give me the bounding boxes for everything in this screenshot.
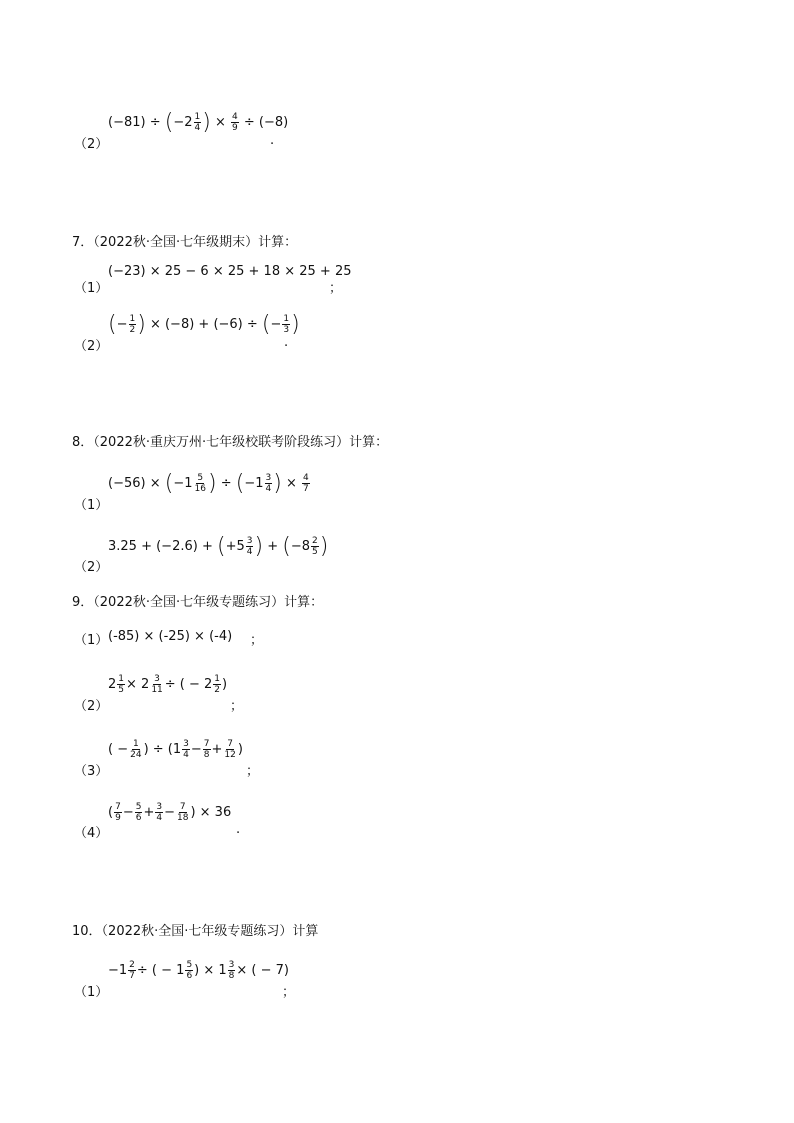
q10-title: 10．（2022秋·全国·七年级专题练习）计算 bbox=[72, 924, 319, 939]
q10-p1-label: （1） bbox=[74, 985, 109, 1000]
q9-p2-label: （2） bbox=[74, 699, 109, 714]
q7-p2-end: . bbox=[284, 335, 289, 350]
q9-p3-end: ； bbox=[246, 764, 260, 779]
q9-p1-expression: (-85) × (-25) × (-4) bbox=[108, 629, 233, 644]
q9-p1-label: （1） bbox=[74, 633, 109, 648]
q8-p1-expression: (−56) × ( −1 $\frac{5}{16}$ ) ÷ ( −1 $\frac{3}{4}$ ) × $\frac{4}{7}$ bbox=[108, 470, 309, 496]
q9-p4-label: （4） bbox=[74, 826, 109, 841]
q6-p2-expression: (−81) ÷ ( −2 $\frac{1}{4}$ ) × $\frac{4}{9}$ ÷ (−8) bbox=[108, 109, 289, 135]
q7-p2-label: （2） bbox=[74, 339, 109, 354]
q9-p1-end: ； bbox=[250, 633, 264, 648]
q8-p2-label: （2） bbox=[74, 560, 109, 575]
q9-title: 9．（2022秋·全国·七年级专题练习）计算： bbox=[72, 595, 324, 610]
q10-p1-end: ； bbox=[282, 985, 296, 1000]
q9-p3-label: （3） bbox=[74, 764, 109, 779]
q9-p3-expression: ( − $\frac{1}{24}$ ) ÷ (1 $\frac{3}{4}$ − $\frac{7}{8}$ + $\frac{7}{12}$ ) bbox=[108, 739, 243, 760]
q7-p1-expression: (−23) × 25 − 6 × 25 + 18 × 25 + 25 bbox=[108, 264, 352, 279]
q8-p1-label: （1） bbox=[74, 498, 109, 513]
q10-p1-expression: −1 $\frac{2}{7}$ ÷ ( − 1 $\frac{5}{6}$ ) × 1 $\frac{3}{8}$ × ( − 7) bbox=[108, 960, 290, 981]
q9-p2-expression: 2 $\frac{1}{5}$ × 2 $\frac{3}{11}$ ÷ ( − 2 $\frac{1}{2}$ ) bbox=[108, 674, 228, 695]
q6-p2-label: （2） bbox=[74, 137, 109, 152]
q9-p2-end: ； bbox=[230, 699, 244, 714]
q7-p1-label: （1） bbox=[74, 281, 109, 296]
q7-p2-expression: ( − $\frac{1}{2}$ ) × (−8) + (−6) ÷ ( − $\frac{1}{3}$ ) bbox=[108, 311, 300, 337]
q7-p1-end: ； bbox=[329, 281, 343, 296]
q8-title: 8．（2022秋·重庆万州·七年级校联考阶段练习）计算： bbox=[72, 435, 389, 450]
q7-title: 7．（2022秋·全国·七年级期末）计算： bbox=[72, 235, 298, 250]
q8-p2-expression: 3.25 + (−2.6) + ( +5 $\frac{3}{4}$ ) + ( −8 $\frac{2}{5}$ ) bbox=[108, 533, 329, 559]
q6-p2-end: . bbox=[270, 133, 275, 148]
q9-p4-end: . bbox=[236, 822, 241, 837]
q9-p4-expression: ( $\frac{7}{9}$ − $\frac{5}{6}$ + $\frac{3}{4}$ − $\frac{7}{18}$ ) × 36 bbox=[108, 802, 232, 823]
